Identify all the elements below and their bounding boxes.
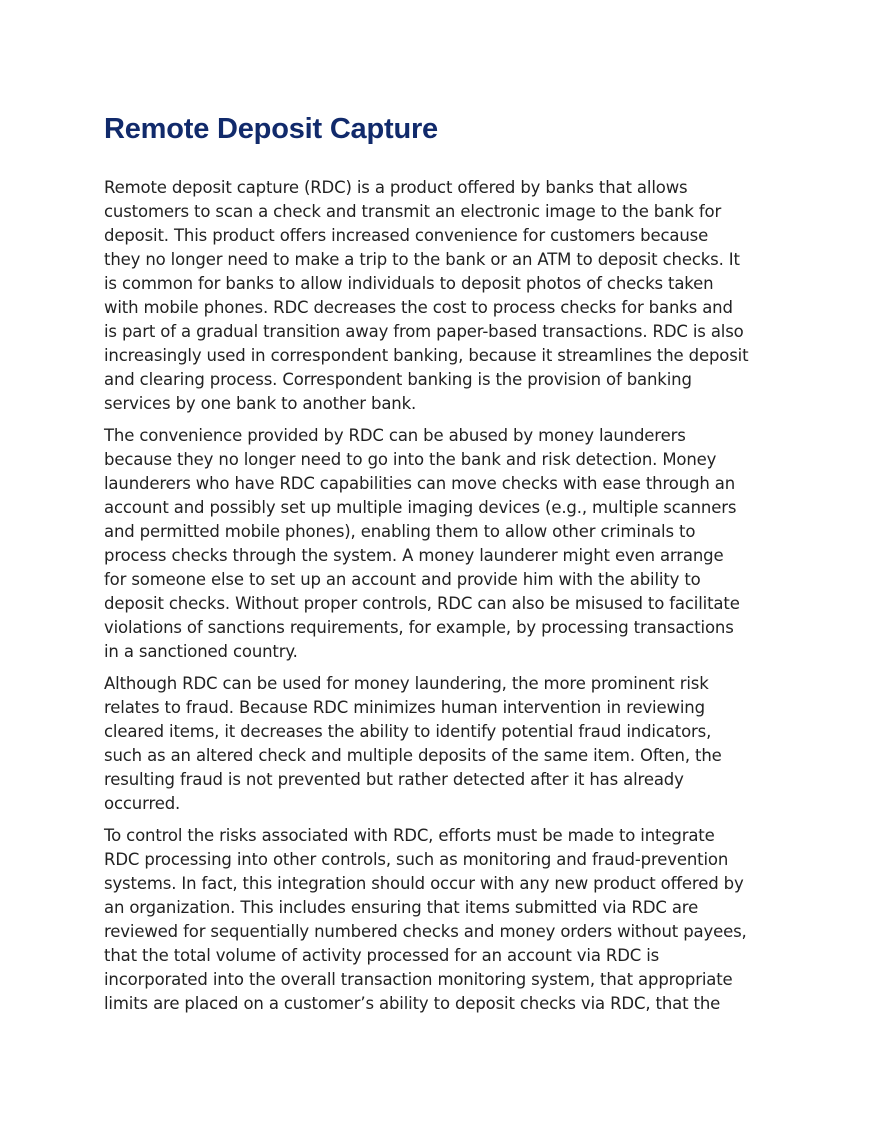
paragraph-rdc-fraud-risk: Although RDC can be used for money laundering, the more prominent risk relates to fraud. Because RDC minimizes human intervention in reviewing cleared items, it decreases the ability to identify potential fraud indicators, such as an altered check and multiple deposits of the same item. Often, the resulting fraud is not prevented but rather detected after it has already occurred.: [104, 674, 722, 813]
page-title: Remote Deposit Capture: [104, 113, 438, 145]
paragraph-rdc-controls: To control the risks associated with RDC, efforts must be made to integrate RDC processing into other controls, such as monitoring and fraud-prevention systems. In fact, this integration should occur with any new product offered by an organization. This includes ensuring that items submitted via RDC are reviewed for sequentially numbered checks and money orders without payees, that the total volume of activity processed for an account via RDC is incorporated into the overall transaction monitoring system, that appropriate limits are placed on a customer’s ability to deposit checks via RDC, that the: [104, 826, 747, 1013]
paragraph-rdc-overview: Remote deposit capture (RDC) is a product offered by banks that allows customers to scan a check and transmit an electronic image to the bank for deposit. This product offers increased convenience for customers because they no longer need to make a trip to the bank or an ATM to deposit checks. It is common for banks to allow individuals to deposit photos of checks taken with mobile phones. RDC decreases the cost to process checks for banks and is part of a gradual transition away from paper-based transactions. RDC is also increasingly used in correspondent banking, because it streamlines the deposit and clearing process. Correspondent banking is the provision of banking services by one bank to another bank.: [104, 178, 749, 413]
paragraph-rdc-money-laundering: The convenience provided by RDC can be abused by money launderers because they no longer need to go into the bank and risk detection. Money launderers who have RDC capabilities can move checks with ease through an account and possibly set up multiple imaging devices (e.g., multiple scanners and permitted mobile phones), enabling them to allow other criminals to process checks through the system. A money launderer might even arrange for someone else to set up an account and provide him with the ability to deposit checks. Without proper controls, RDC can also be misused to facilitate violations of sanctions requirements, for example, by processing transactions in a sanctioned country.: [104, 426, 740, 661]
document-page: [104, 110, 749, 1024]
